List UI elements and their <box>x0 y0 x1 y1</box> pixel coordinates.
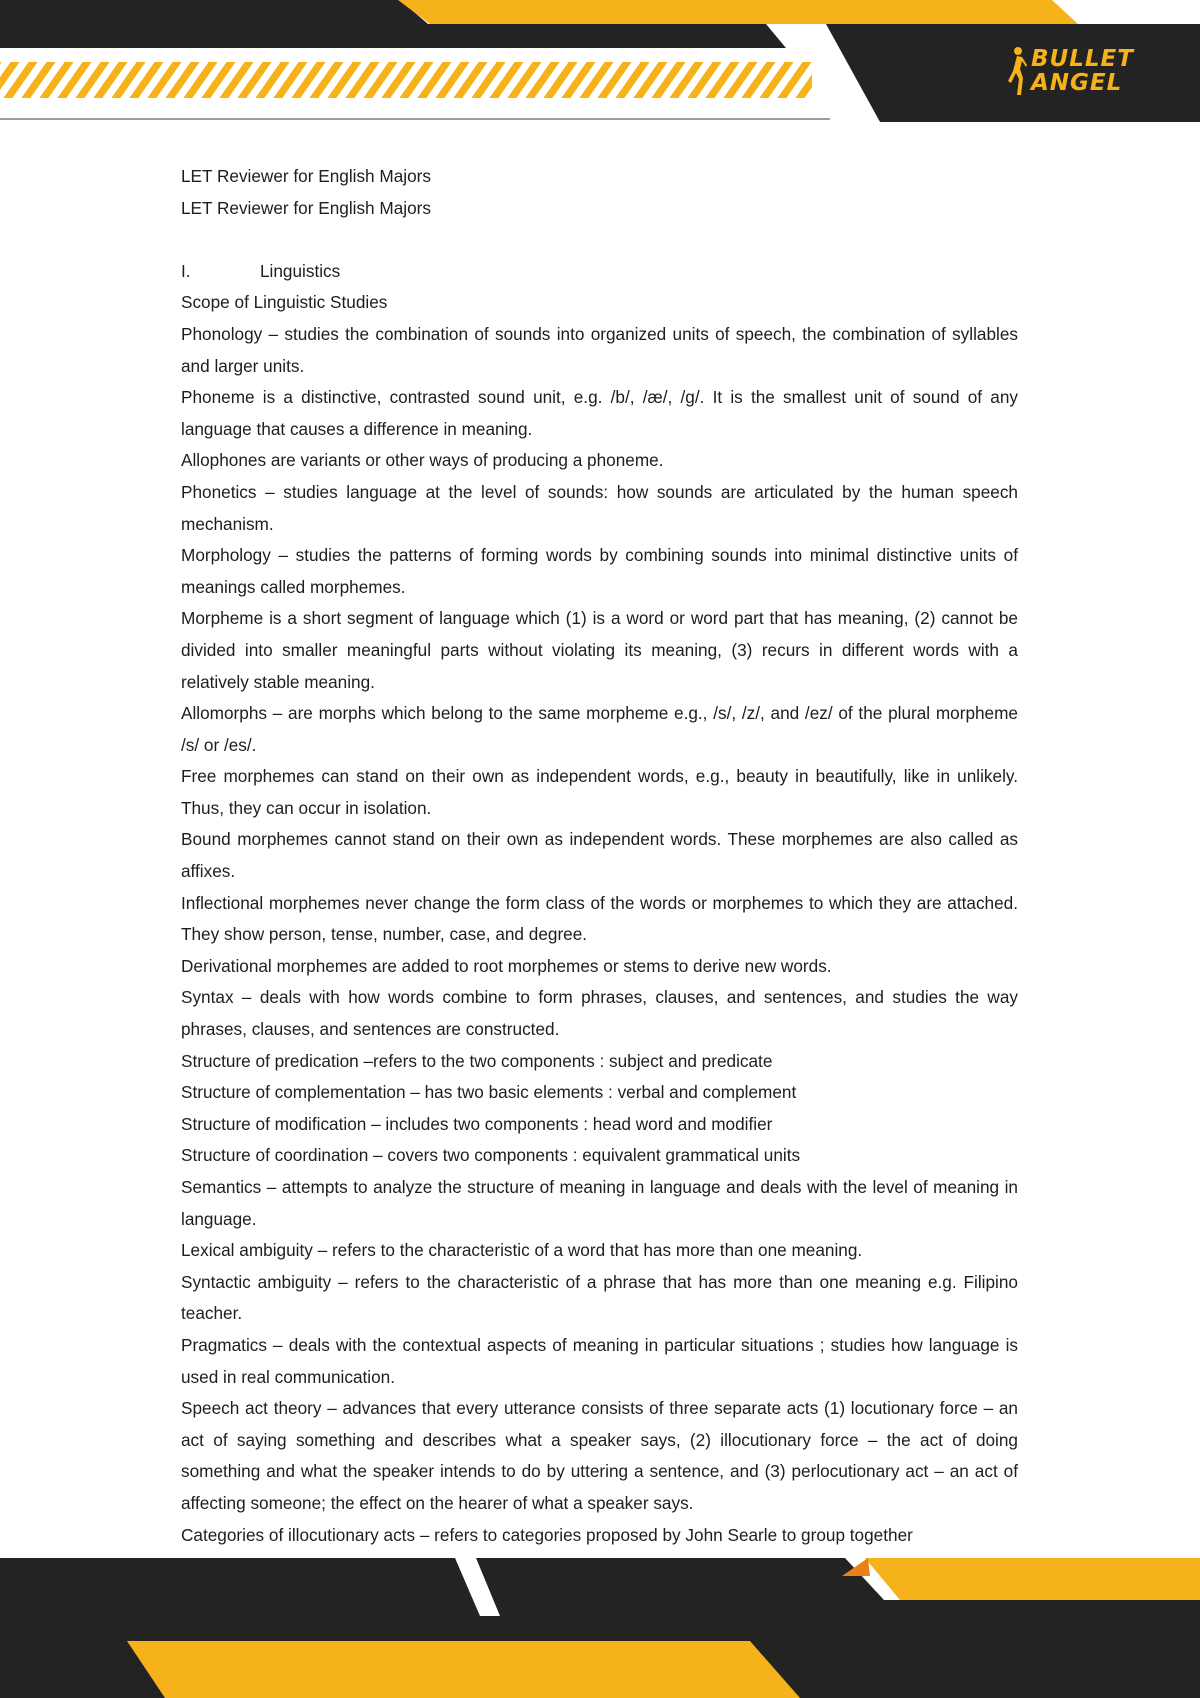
paragraph-predication: Structure of predication –refers to the two components : subject and predicate <box>181 1050 773 1071</box>
paragraph-phonology: Phonology – studies the combination of sounds into organized units of speech, the combination of syllables and larger units. <box>181 323 1018 376</box>
paragraph-lexical-ambiguity: Lexical ambiguity – refers to the characteristic of a word that has more than one meaning. <box>181 1240 863 1261</box>
paragraph-pragmatics: Pragmatics – deals with the contextual aspects of meaning in particular situations ; studies how language is used in real communication. <box>181 1334 1018 1387</box>
section-title: Linguistics <box>260 260 341 281</box>
paragraph-allomorphs: Allomorphs – are morphs which belong to the same morpheme e.g., /s/, /z/, and /ez/ of the plural morpheme /s/ or /es/. <box>181 703 1018 755</box>
blank-line <box>181 224 1018 256</box>
brand-name-line1: BULLET <box>1031 46 1134 72</box>
paragraph-syntactic-ambiguity: Syntactic ambiguity – refers to the characteristic of a phrase that has more than one meaning e.g. Filipino teacher. <box>181 1271 1018 1324</box>
paragraph-derivational: Derivational morphemes are added to root morphemes or stems to derive new words. <box>181 955 832 976</box>
footer-decoration <box>0 1558 1200 1698</box>
section-heading <box>181 256 1018 288</box>
document-subtitle: LET Reviewer for English Majors <box>181 197 431 218</box>
paragraph-modification: Structure of modification – includes two components : head word and modifier <box>181 1113 773 1134</box>
section-number: I. <box>181 260 191 281</box>
paragraph-allophones: Allophones are variants or other ways of producing a phoneme. <box>181 450 664 471</box>
runner-figure-icon <box>1005 45 1027 97</box>
paragraph-syntax: Syntax – deals with how words combine to form phrases, clauses, and sentences, and studies the way phrases, clauses, and sentences are constructed. <box>181 987 1018 1040</box>
document-body <box>181 161 1018 1551</box>
paragraph-free-morphemes: Free morphemes can stand on their own as independent words, e.g., beauty in beautifully, like in unlikely. Thus, they can occur in isolation. <box>181 766 1018 818</box>
paragraph-complementation: Structure of complementation – has two basic elements : verbal and complement <box>181 1082 797 1103</box>
subheading-scope: Scope of Linguistic Studies <box>181 292 388 313</box>
paragraph-inflectional: Inflectional morphemes never change the form class of the words or morphemes to which they are attached. They show person, tense, number, case, and degree. <box>181 892 1018 945</box>
brand-logo <box>1005 45 1134 97</box>
paragraph-phoneme: Phoneme is a distinctive, contrasted sound unit, e.g. /b/, /æ/, /g/. It is the smallest unit of sound of any language that causes a difference in meaning. <box>181 387 1018 439</box>
paragraph-illocutionary: Categories of illocutionary acts – refers to categories proposed by John Searle to group together <box>181 1524 913 1545</box>
paragraph-morphology: Morphology – studies the patterns of forming words by combining sounds into minimal distinctive units of meanings called morphemes. <box>181 545 1018 597</box>
paragraph-bound-morphemes: Bound morphemes cannot stand on their own as independent words. These morphemes are also called as affixes. <box>181 829 1018 882</box>
brand-name-line2: ANGEL <box>1031 70 1123 96</box>
paragraph-coordination: Structure of coordination – covers two components : equivalent grammatical units <box>181 1145 801 1166</box>
paragraph-semantics: Semantics – attempts to analyze the structure of meaning in language and deals with the level of meaning in language. <box>181 1177 1018 1229</box>
document-title: LET Reviewer for English Majors <box>181 166 431 186</box>
paragraph-speech-act: Speech act theory – advances that every utterance consists of three separate acts (1) locutionary force – an act of saying something and describes what a speaker says, (2) illocutionary force – the act of doing something and what the speaker intends to do by uttering a sentence, and (3) perlocutionary act – an act of affecting someone; the effect on the hearer of what a speaker says. <box>181 1398 1018 1513</box>
paragraph-morpheme: Morpheme is a short segment of language which (1) is a word or word part that has meaning, (2) cannot be divided into smaller meaningful parts without violating its meaning, (3) recurs in different words with a relatively stable meaning. <box>181 608 1018 692</box>
paragraph-phonetics: Phonetics – studies language at the level of sounds: how sounds are articulated by the human speech mechanism. <box>181 481 1018 534</box>
